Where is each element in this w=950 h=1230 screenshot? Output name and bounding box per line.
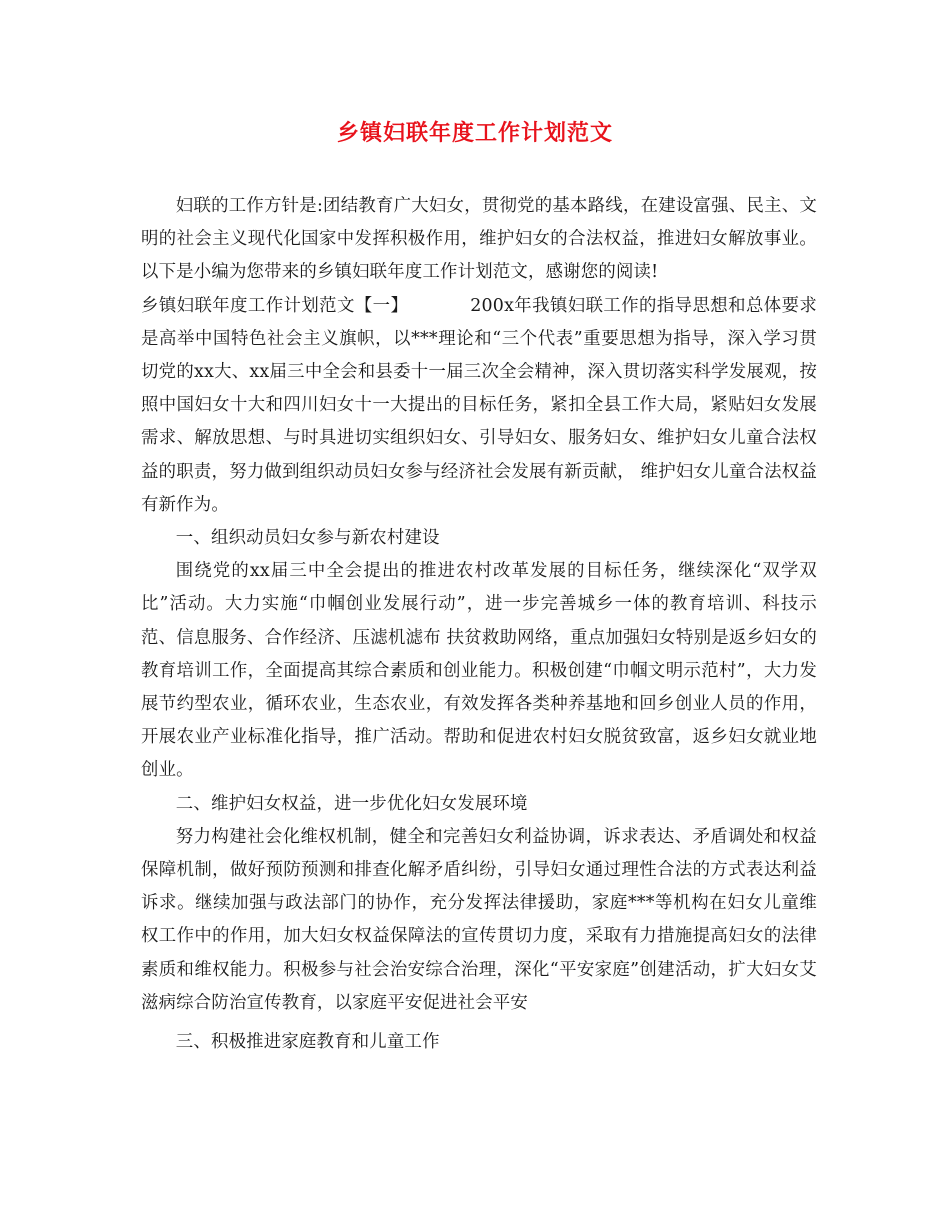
document-body (141, 190, 817, 1059)
heading-two: 二、维护妇女权益，进一步优化妇女发展环境 (175, 793, 528, 814)
intro-paragraph: 妇联的工作方针是:团结教育广大妇女，贯彻党的基本路线，在建设富强、民主、文明的社会主义现代化国家中发挥积极作用，维护妇女的合法权益，推进妇女解放事业。以下是小编为您带来的乡镇妇联年度工作计划范文，感谢您的阅读! (141, 196, 817, 283)
paragraph-two: 努力构建社会化维权机制，健全和完善妇女利益协调，诉求表达、矛盾调处和权益保障机制，做好预防预测和排查化解矛盾纠纷，引导妇女通过理性合法的方式表达利益诉求。继续加强与政法部门的协作，充分发挥法律援助，家庭***等机构在妇女儿童维权工作中的作用，加大妇女权益保障法的宣传贯切力度，采取有力措施提高妇女的法律素质和维权能力。积极参与社会治安综合治理，深化“平安家庭”创建活动，扩大妇女艾滋病综合防治宣传教育，以家庭平安促进社会平安 (141, 826, 817, 1013)
document-title: 乡镇妇联年度工作计划范文 (336, 121, 613, 146)
heading-one: 一、组织动员妇女参与新农村建设 (175, 528, 440, 549)
heading-three: 三、积极推进家庭教育和儿童工作 (175, 1032, 440, 1053)
paragraph-one: 围绕党的xx届三中全会提出的推进农村改革发展的目标任务，继续深化“双学双比”活动。大力实施“巾帼创业发展行动”，进一步完善城乡一体的教育培训、科技示范、信息服务、合作经济、压滤机滤布 扶贫救助网络，重点加强妇女特别是返乡妇女的教育培训工作，全面提高其综合素质和创业能力。积极创建“巾帼文明示范村”，大力发展节约型农业，循环农业，生态农业，有效发挥各类种养基地和回乡创业人员的作用，开展农业产业标准化指导，推广活动。帮助和促进农村妇女脱贫致富，返乡妇女就业地创业。 (141, 561, 817, 781)
section-text: 200x年我镇妇联工作的指导思想和总体要求是高举中国特色社会主义旗帜，以***理论和“三个代表”重要思想为指导，深入学习贯切党的xx大、xx届三中全会和县委十一届三次全会精神，深入贯切落实科学发展观，按照中国妇女十大和四川妇女十一大提出的目标任务，紧扣全县工作大局，紧贴妇女发展需求、解放思想、与时具进切实组织妇女、引导妇女、服务妇女、维护妇女儿童合法权益的职责，努力做到组织动员妇女参与经济社会发展有新贡献， 维护妇女儿童合法权益有新作为。 (141, 295, 817, 515)
section-label: 乡镇妇联年度工作计划范文【一】 (141, 295, 409, 316)
section-paragraph (141, 290, 817, 522)
